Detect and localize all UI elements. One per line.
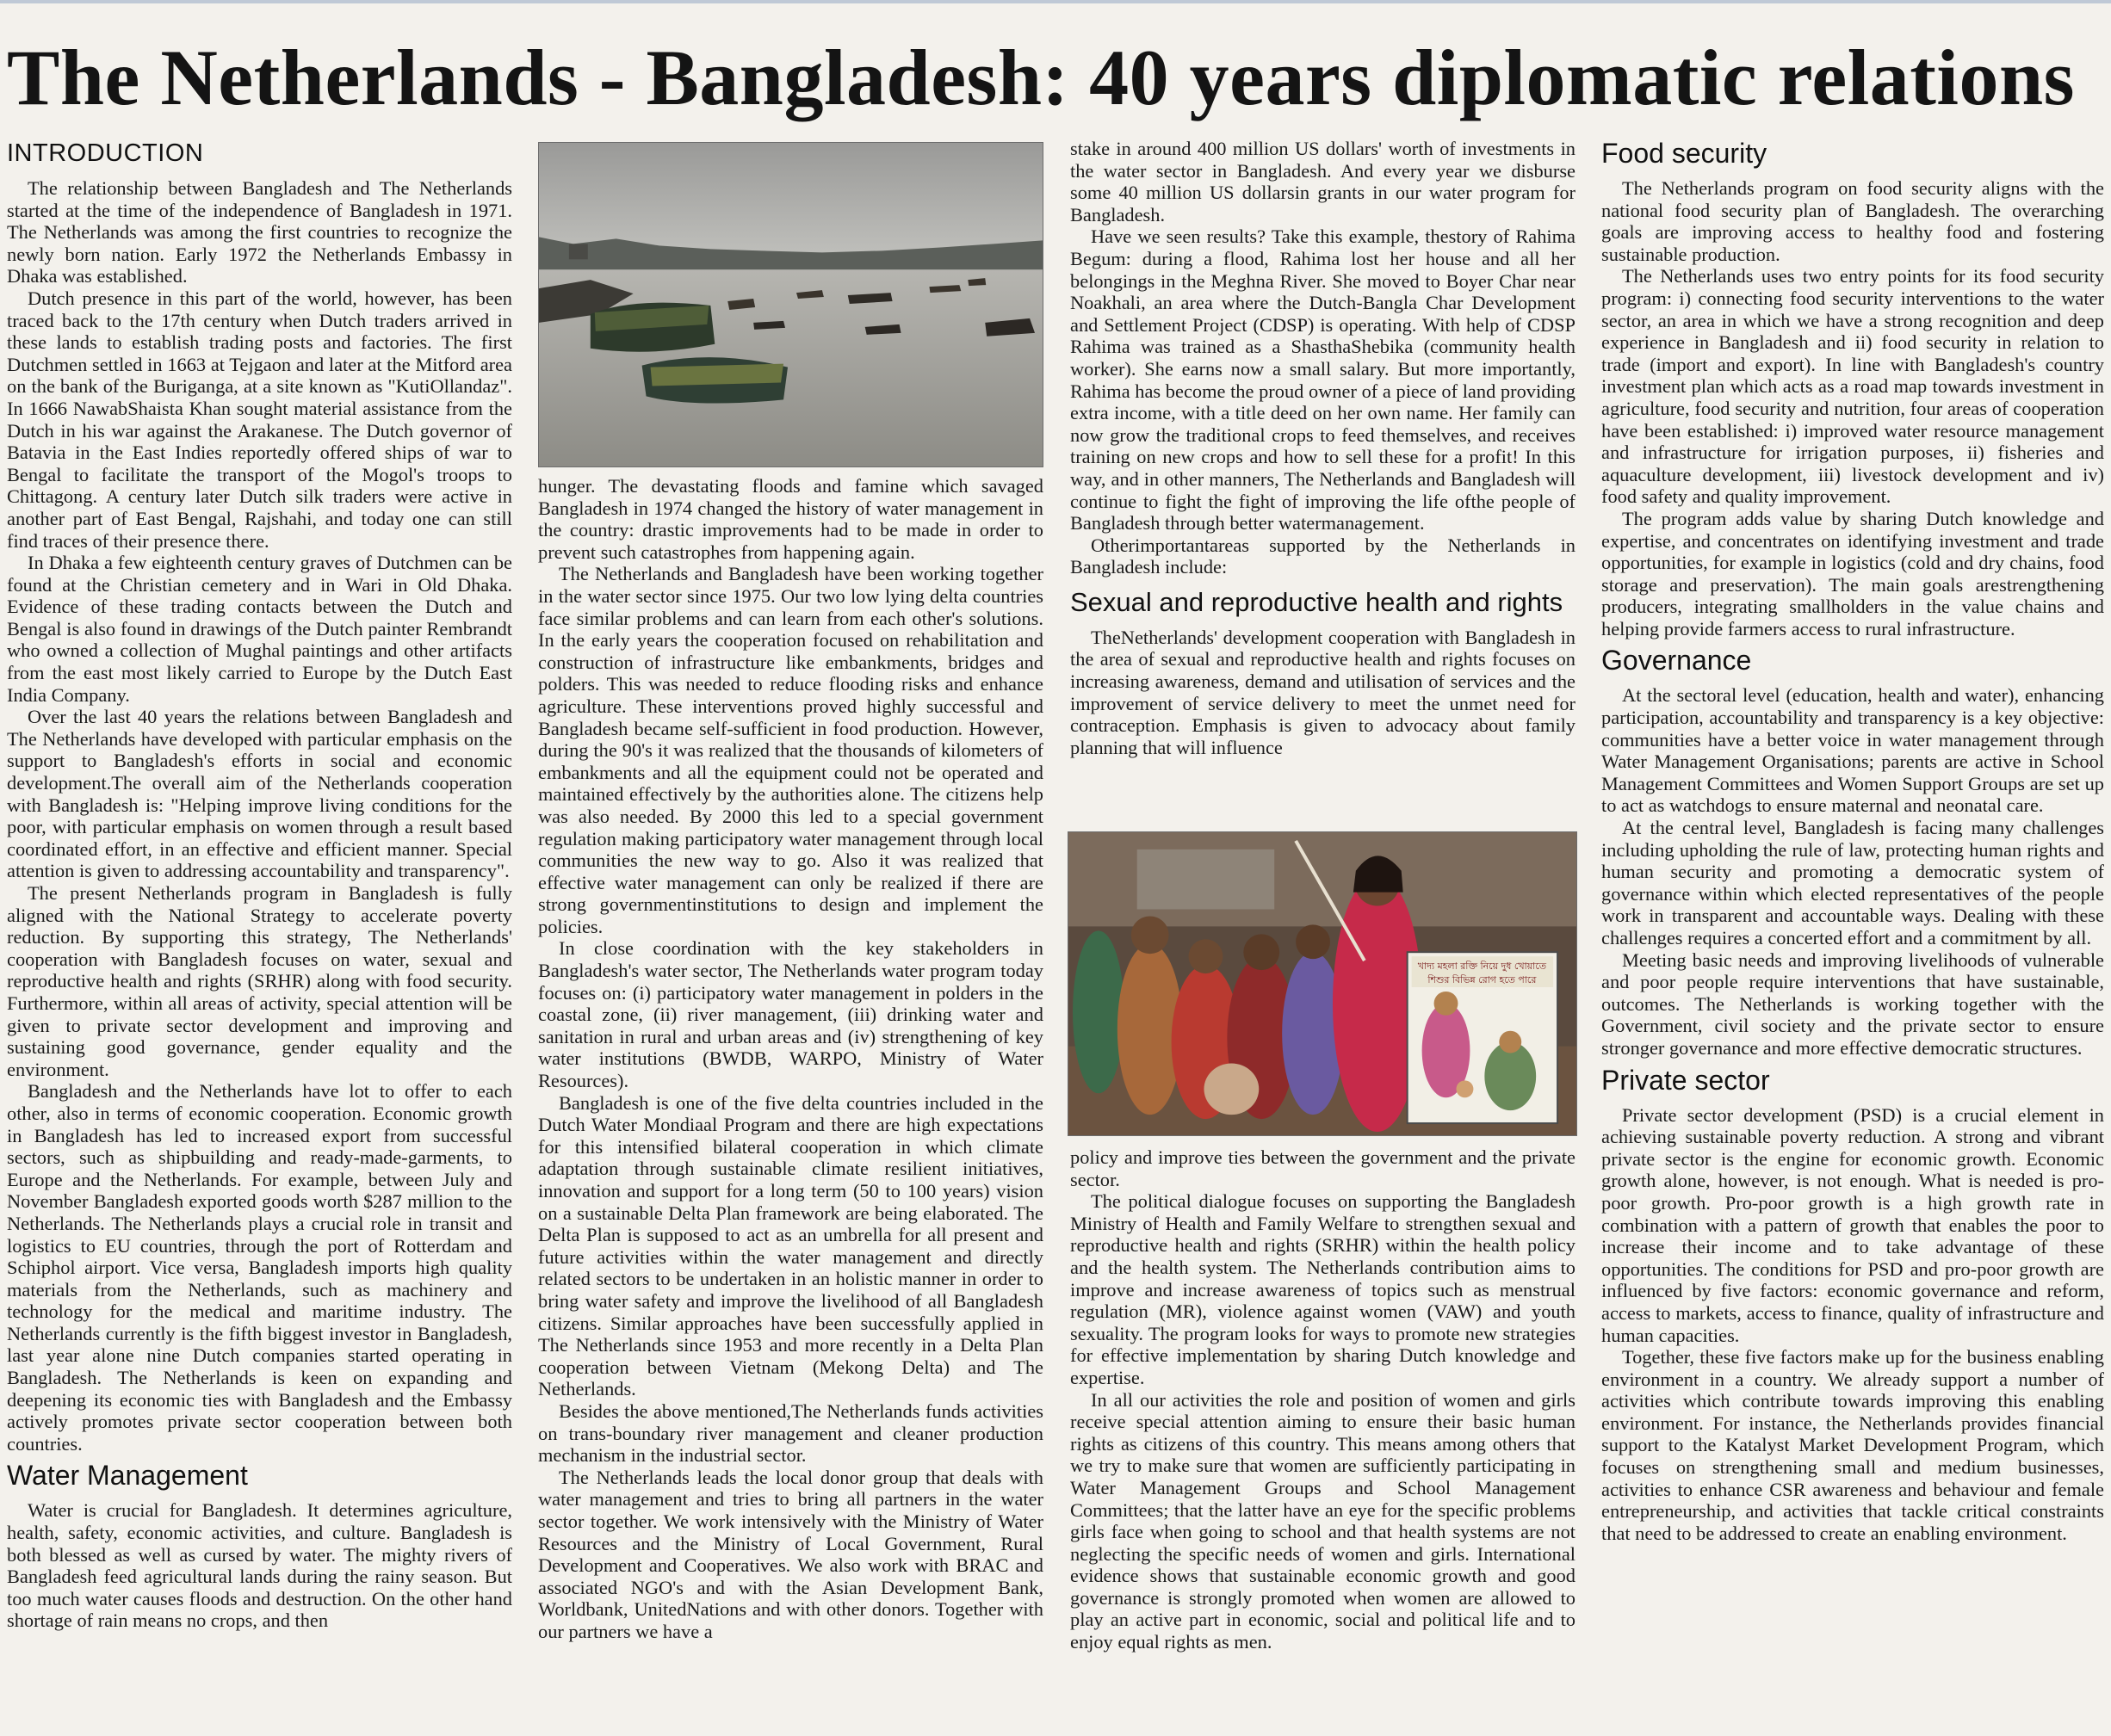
- water-paragraph-continued: hunger. The devastating floods and famine which savaged Bangladesh in 1974 changed the history of water management in the country: drastic improvements had to be made in order to prevent such catastrophes from happening again.: [538, 475, 1043, 563]
- srhr-paragraph: The political dialogue focuses on supporting the Bangladesh Ministry of Health and Family Welfare to strengthen sexual and reproductive health and rights (SRHR) within the health policy and the health system. The Netherlands contribution aims to improve and increase awareness of topics such as menstrual regulation (MR), violence against women (VAW) and youth sexuality. The program looks for ways to promote new strategies for effective implementation by sharing Dutch knowledge and expertise.: [1070, 1190, 1576, 1388]
- food-paragraph: The Netherlands program on food security aligns with the national food security plan of Bangladesh. The overarching goals are improving access to healthy food and fostering sustainable production.: [1601, 177, 2104, 265]
- health-worker-photo: [1068, 831, 1577, 1136]
- column-3-top: [1070, 138, 1576, 818]
- food-paragraph: The Netherlands uses two entry points for its food security program: i) connecting food security interventions to the water sector, an area in which we have a strong recognition and deep experience in Bangladesh and ii) food security in relation to trade (import and export). In line with Bangladesh's country investment plan which acts as a road map towards investment in agriculture, food security and nutrition, four areas of cooperation have been established: i) improved water resource management and infrastructure for irrigation purposes, ii) fisheries and aquaculture development, iii) livestock development and iv) food safety and quality improvement.: [1601, 265, 2104, 508]
- governance-paragraph: Meeting basic needs and improving livelihoods of vulnerable and poor people require interventions that have sustainable, outcomes. The Netherlands is working together with the Government, civil society and the private sector to ensure stronger governance and more effective democratic structures.: [1601, 948, 2104, 1059]
- intro-paragraph: The present Netherlands program in Bangladesh is fully aligned with the National Strategy to accelerate poverty reduction. By supporting this strategy, The Netherlands' cooperation with Bangladesh focuses on water, sexual and reproductive health and rights (SRHR) along with food security. Furthermore, within all areas of activity, special attention will be given to private sector development and improving and sustaining good governance, gender equality and the environment.: [7, 882, 512, 1080]
- governance-paragraph: At the sectoral level (education, health and water), enhancing participation, accountability and transparency is a key objective: communities have a better voice in water management through Water Management Organisations; parents are active in School Management Committees and Women Support Groups are set up to act as watchdogs to ensure maternal and neonatal care.: [1601, 684, 2104, 817]
- water-paragraph: In close coordination with the key stakeholders in Bangladesh's water sector, The Netherlands water program today focuses on: (i) participatory water management in polders in the coastal zone, (ii) river management, (iii) drinking water and sanitation in rural and urban areas and (iv) strengthening of key water institutions (BWDB, WARPO, Ministry of Water Resources).: [538, 937, 1043, 1092]
- top-rule: [0, 0, 2111, 3]
- river-boats-photo: [538, 142, 1043, 467]
- column-1: [7, 138, 512, 1730]
- private-paragraph: Together, these five factors make up for the business enabling environment in a country. We already support a number of activities which contribute towards improving this enabling environment. For instance, the Netherlands provides financial support to the Katalyst Market Development Program, which focuses on strengthening small and medium businesses, activities to enhance CSR awareness and behaviour and female entrepreneurship, and activities that tackle critical constraints that need to be addressed to create an enabling environment.: [1601, 1346, 2104, 1544]
- water-paragraph-continued: stake in around 400 million US dollars' worth of investments in the water sector in Bangladesh. And every year we disburse some 40 million US dollarsin grants in our water program for Bangladesh.: [1070, 138, 1576, 225]
- private-sector-heading: Private sector: [1601, 1064, 1770, 1096]
- intro-paragraph: The relationship between Bangladesh and The Netherlands started at the time of the independence of Bangladesh in 1971. The Netherlands was among the first countries to recognize the newly born nation. Early 1972 the Netherlands Embassy in Dhaka was established.: [7, 177, 512, 287]
- introduction-heading: INTRODUCTION: [7, 139, 204, 167]
- private-paragraph: Private sector development (PSD) is a crucial element in achieving sustainable poverty reduction. A strong and vibrant private sector is the engine for economic growth. Economic growth alone, however, is not enough. What is needed is pro-poor growth. Pro-poor growth is a high growth rate in combination with a pattern of growth that enables the poor to increase their income and to take advantage of these opportunities. The conditions for PSD and pro-poor growth are influenced by five factors: economic governance and reform, access to markets, access to finance, quality of infrastructure and human capacities.: [1601, 1103, 2104, 1346]
- food-security-heading: Food security: [1601, 138, 1767, 169]
- intro-paragraph: Over the last 40 years the relations between Bangladesh and The Netherlands have developed with particular emphasis on the support to Bangladesh's efforts in social and economic development.The overall aim of the Netherlands cooperation with Bangladesh is: "Helping improve living conditions for the poor, with particular emphasis on women through a result based coordinated effort, in an effective and efficient manner. Special attention is given to addressing accountability and transparency".: [7, 706, 512, 882]
- srhr-heading: Sexual and reproductive health and rights: [1070, 586, 1563, 617]
- health-session-image: [1068, 831, 1577, 1136]
- column-3-bottom: [1070, 1146, 1576, 1732]
- intro-paragraph: In Dhaka a few eighteenth century graves of Dutchmen can be found at the Christian cemetery and in Wari in Old Dhaka. Evidence of these trading contacts between the Dutch and Bengal is also found in drawings of the Dutch painter Rembrandt who owned a collection of Mughal paintings and other artifacts from the east most likely carried to Europe by the Dutch East India Company.: [7, 552, 512, 706]
- river-boats-image: [538, 142, 1043, 467]
- water-paragraph: Water is crucial for Bangladesh. It determines agriculture, health, safety, economic activities, and culture. Bangladesh is both blessed as well as cursed by water. The mighty rivers of Bangladesh feed agricultural lands during the rainy season. But too much water causes floods and destruction. On the other hand shortage of rain means no crops, and then: [7, 1499, 512, 1632]
- column-2: [538, 475, 1043, 1732]
- intro-paragraph: Dutch presence in this part of the world, however, has been traced back to the 17th century when Dutch traders arrived in these lands to establish trading posts and factories. The first Dutchmen settled in 1663 at Tejgaon and later at the Mitford area on the bank of the Buriganga, at a site known as "KutiOllandaz". In 1666 NawabShaista Khan sought material assistance from the Dutch in his war against the Arakanese. The Dutch governor of Batavia in the East Indies reportedly offered ships of war to Bengal to facilitate the transport of the Mogol's troops to Chittagong. A century later Dutch silk traders were active in another part of East Bengal, Rajshahi, and today one can still find traces of their presence there.: [7, 287, 512, 552]
- water-paragraph: Otherimportantareas supported by the Netherlands in Bangladesh include:: [1070, 534, 1576, 578]
- water-paragraph: Bangladesh is one of the five delta countries included in the Dutch Water Mondiaal Program and there are high expectations for this intensified bilateral cooperation in which climate adaptation through sustainable climate resilient initiatives, innovation and support for a long term (50 to 100 years) vision on a sustainable Delta Plan framework are being elaborated. The Delta Plan is supposed to act as an umbrella for all present and future activities within the water management and directly related sectors to be undertaken in an holistic manner in order to bring water safety and improve the livelihood of all Bangladesh citizens. Similar approaches have been successfully applied in The Netherlands since 1953 and more recently in a Delta Plan cooperation between Vietnam (Mekong Delta) and The Netherlands.: [538, 1091, 1043, 1400]
- srhr-paragraph: In all our activities the role and position of women and girls receive special attention aiming to ensure their basic human rights as citizens of this country. This means among others that we try to make sure that women are sufficiently participating in Water Management Groups and School Management Committees; that the latter have an eye for the specific problems girls face when going to school and that health systems are not neglecting the specific needs of women and girls. International evidence shows that sustainable economic growth and good governance is strongly promoted when women are allowed to play an active part in economic, social and political life and to enjoy equal rights as men.: [1070, 1388, 1576, 1653]
- page-title: The Netherlands - Bangladesh: 40 years diplomatic relations: [7, 34, 2075, 121]
- srhr-paragraph-continued: policy and improve ties between the government and the private sector.: [1070, 1146, 1576, 1190]
- water-paragraph: The Netherlands leads the local donor group that deals with water management and tries to bring all partners in the water sector together. We work intensively with the Ministry of Water Resources and the Ministry of Local Government, Rural Development and Cooperatives. We also work with BRAC and associated NGO's and with the Asian Development Bank, Worldbank, UnitedNations and with other donors. Together with our partners we have a: [538, 1466, 1043, 1642]
- poster-line-2: শিশুর বিভিন্ন রোগ হতে পারে: [1427, 974, 1537, 986]
- water-paragraph: Have we seen results? Take this example, thestory of Rahima Begum: during a flood, Rahima lost her house and all her belongings in the Meghna River. She moved to Boyer Char near Noakhali, an area where the Dutch-Bangla Char Development and Settlement Project (CDSP) is operating. With help of CDSP Rahima was trained as a ShasthaShebika (community health worker). She earns now a small salary. But more importantly, Rahima has become the proud owner of a piece of land providing extra income, with a title deed on her own name. Her family can now grow the traditional crops to feed themselves, and receives training on new crops and how to sell these for a profit! In this way, and in other manners, The Netherlands and Bangladesh will continue to fight the fight of improving the life ofthe people of Bangladesh through better watermanagement.: [1070, 225, 1576, 534]
- food-paragraph: The program adds value by sharing Dutch knowledge and expertise, and concentrates on identifying investment and trade opportunities, for example in logistics (cold and dry chains, food storage and preservation). The main goals arestrengthening producers, integrating smallholders in the value chains and helping provide farmers access to rural infrastructure.: [1601, 507, 2104, 639]
- column-4: [1601, 138, 2104, 1730]
- governance-heading: Governance: [1601, 645, 1752, 676]
- water-paragraph: The Netherlands and Bangladesh have been working together in the water sector since 1975. Our two low lying delta countries face similar problems and can learn from each other's solutions. In the early years the cooperation focused on rehabilitation and construction of infrastructure like embankments, bridges and polders. This was needed to reduce flooding risks and enhance agriculture. These interventions proved highly successful and Bangladesh became self-sufficient in food production. However, during the 90's it was realized that the thousands of kilometers of embankments and all the equipment could not be operated and maintained effectively by the authorities alone. The citizens help was also needed. By 2000 this led to a special government regulation making participatory water management through local communities the new way to go. Also it was realized that effective water management can only be realized if there are strong governmentinstitutions to design and implement the policies.: [538, 563, 1043, 937]
- water-management-heading: Water Management: [7, 1460, 248, 1492]
- srhr-paragraph: TheNetherlands' development cooperation with Bangladesh in the area of sexual and reproductive health and rights focuses on increasing awareness, demand and utilisation of services and the improvement of service delivery to meet the unmet need for contraception. Emphasis is given to advocacy about family planning that will influence: [1070, 626, 1576, 758]
- poster-line-1: খাদ্য মহলা রক্তি নিয়ে দুধ খোয়াতে: [1417, 961, 1546, 973]
- water-paragraph: Besides the above mentioned,The Netherlands funds activities on trans-boundary river management and cleaner production mechanism in the industrial sector.: [538, 1399, 1043, 1467]
- intro-paragraph: Bangladesh and the Netherlands have lot to offer to each other, also in terms of economic cooperation. Economic growth in Bangladesh has led to increased export from successful sectors, such as shipbuilding and ready-made-garments, to Europe and the Netherlands. For example, between July and November Bangladesh exported goods worth $287 million to the Netherlands. The Netherlands plays a crucial role in transit and logistics to EU countries, through the port of Rotterdam and Schiphol airport. Vice versa, Bangladesh imports high quality materials from the Netherlands, such as machinery and technology for the medical and maritime industry. The Netherlands currently is the fifth biggest investor in Bangladesh, last year alone nine Dutch companies started operating in Bangladesh. The Netherlands is keen on expanding and deepening its economic ties with Bangladesh and the Embassy actively promotes private sector cooperation between both countries.: [7, 1080, 512, 1455]
- governance-paragraph: At the central level, Bangladesh is facing many challenges including upholding the rule of law, protecting human rights and human security and promoting a democratic system of governance within which elected representatives of the people work in transparent and accountable ways. Dealing with these challenges requires a concerted effort and a commitment by all.: [1601, 817, 2104, 948]
